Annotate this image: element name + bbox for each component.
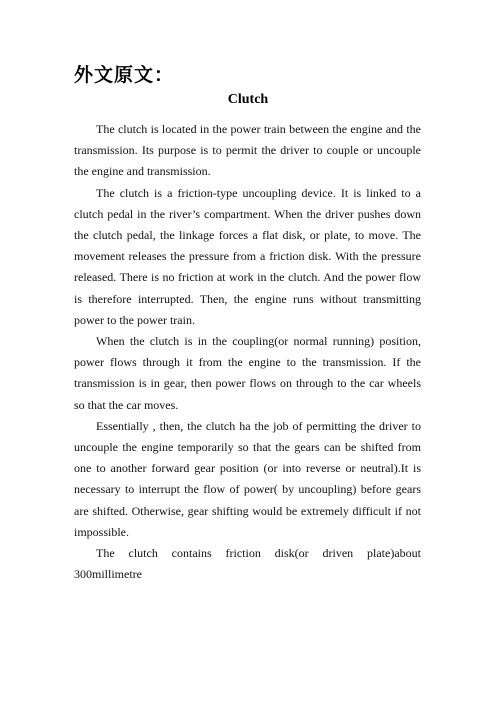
section-heading: 外文原文：: [74, 64, 175, 86]
body-text: [74, 119, 421, 585]
paragraph: The clutch contains friction disk(or driven plate)about 300millimetre: [74, 546, 421, 582]
paragraph: The clutch is located in the power train between the engine and the transmission. Its purpose is to permit the driver to couple or uncouple the engine and transmission.: [74, 122, 421, 179]
paragraph: Essentially , then, the clutch ha the job of permitting the driver to uncouple the engine temporarily so that the gears can be shifted from one to another forward gear position (or into reverse or neutral).It is necessary to interrupt the flow of power( by uncoupling) before gears are shifted. Otherwise, gear shifting would be extremely difficult if not impossible.: [74, 418, 421, 539]
paragraph: When the clutch is in the coupling(or normal running) position, power flows through it from the engine to the transmission. If the transmission is in gear, then power flows on through to the car wheels so that the car moves.: [74, 334, 421, 412]
document-title: Clutch: [227, 92, 269, 107]
paragraph: The clutch is a friction-type uncoupling device. It is linked to a clutch pedal in the river’s compartment. When the driver pushes down the clutch pedal, the linkage forces a flat disk, or plate, to move. The movement releases the pressure from a friction disk. With the pressure released. There is no friction at work in the clutch. And the power flow is therefore interrupted. Then, the engine runs without transmitting power to the power train.: [74, 185, 421, 327]
